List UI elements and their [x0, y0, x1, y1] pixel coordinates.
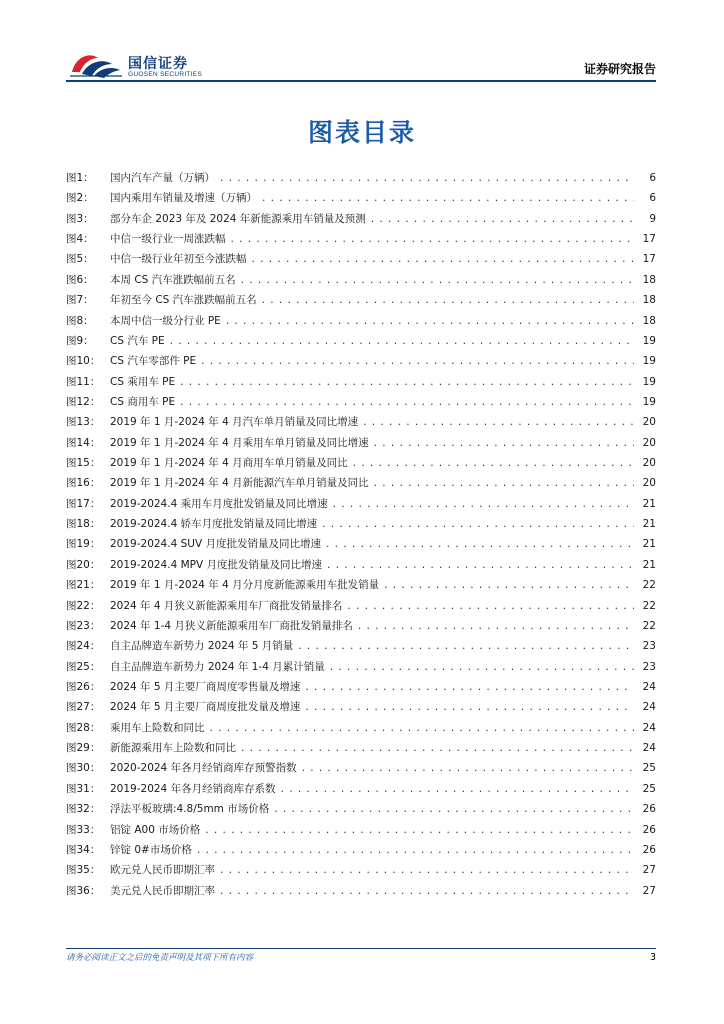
- toc-entry-page: 23: [642, 640, 656, 653]
- toc-entry[interactable]: [66, 720, 656, 740]
- toc-entry-title: CS 商用车 PE: [110, 395, 176, 408]
- toc-entry[interactable]: [66, 699, 656, 719]
- toc-entry-title: 铝锭 A00 市场价格: [110, 823, 201, 836]
- toc-entry-page: 24: [642, 742, 656, 755]
- toc-dot-leader: [240, 276, 634, 286]
- toc-dot-leader: [332, 500, 634, 510]
- toc-entry-title: 浮法平板玻璃:4.8/5mm 市场价格: [110, 803, 270, 816]
- toc-entry-page: 22: [642, 599, 656, 612]
- toc-entry[interactable]: [66, 862, 656, 882]
- toc-entry-page: 18: [642, 273, 656, 286]
- toc-dot-leader: [373, 479, 634, 489]
- toc-dot-leader: [204, 826, 634, 836]
- toc-dot-leader: [301, 764, 634, 774]
- toc-entry[interactable]: [66, 455, 656, 475]
- toc-entry-title: CS 乘用车 PE: [110, 375, 176, 388]
- toc-entry[interactable]: [66, 272, 656, 292]
- toc-entry-title: 2019-2024.4 轿车月度批发销量及同比增速: [110, 518, 318, 531]
- report-type-label: 证券研究报告: [583, 62, 656, 76]
- toc-entry-title: 国内汽车产量（万辆）: [110, 172, 215, 184]
- toc-dot-leader: [225, 317, 634, 327]
- toc-entry-title: 本周 CS 汽车涨跌幅前五名: [110, 273, 236, 286]
- toc-dot-leader: [362, 418, 634, 428]
- page-number: 3: [649, 952, 656, 963]
- guosen-logo: [66, 48, 206, 84]
- toc-entry-title: 中信一级行业一周涨跌幅: [110, 233, 226, 246]
- toc-entry-label: 图28：: [66, 721, 101, 734]
- toc-dot-leader: [346, 602, 634, 612]
- toc-entry-title: 年初至今 CS 汽车涨跌幅前五名: [110, 294, 257, 307]
- toc-entry[interactable]: [66, 740, 656, 760]
- page-title: 图表目录: [307, 118, 416, 147]
- toc-entry[interactable]: [66, 475, 656, 495]
- toc-entry-label: 图32：: [66, 803, 101, 816]
- toc-dot-leader: [179, 398, 634, 408]
- toc-entry-title: 乘用车上险数和同比: [110, 721, 205, 734]
- toc-entry-page: 21: [642, 538, 656, 551]
- toc-entry-label: 图15：: [66, 457, 101, 470]
- toc-entry-label: 图20：: [66, 558, 101, 571]
- toc-entry-page: 17: [642, 253, 656, 266]
- toc-entry-label: 图1：: [66, 172, 94, 184]
- guosen-logo-mark-icon: [68, 50, 124, 80]
- toc-dot-leader: [219, 866, 634, 876]
- toc-dot-leader: [273, 805, 634, 815]
- toc-dot-leader: [179, 378, 634, 388]
- toc-entry-title: 2019 年 1 月-2024 年 4 月新能源汽车单月销量及同比: [110, 477, 369, 490]
- toc-entry[interactable]: [66, 516, 656, 536]
- toc-dot-leader: [280, 785, 634, 795]
- toc-entry[interactable]: [66, 251, 656, 271]
- toc-entry-page: 24: [642, 701, 656, 714]
- toc-entry-label: 图34：: [66, 843, 101, 856]
- toc-dot-leader: [251, 255, 635, 265]
- toc-entry-title: 部分车企 2023 年及 2024 年新能源乘用车销量及预测: [110, 212, 366, 225]
- toc-entry-page: 21: [642, 558, 656, 571]
- toc-entry-label: 图7：: [66, 294, 94, 307]
- toc-entry-page: 23: [642, 660, 656, 673]
- toc-entry-label: 图25：: [66, 660, 101, 673]
- toc-dot-leader: [329, 663, 634, 673]
- toc-entry-label: 图17：: [66, 497, 101, 510]
- toc-entry-page: 20: [642, 416, 656, 429]
- toc-entry-page: 20: [642, 457, 656, 470]
- toc-entry-label: 图12：: [66, 395, 101, 408]
- toc-entry-title: CS 汽车 PE: [110, 334, 165, 347]
- toc-entry-page: 21: [642, 518, 656, 531]
- toc-entry-title: 欧元兑人民币即期汇率: [110, 864, 215, 877]
- toc-entry-label: 图18：: [66, 518, 101, 531]
- toc-entry-page: 19: [642, 395, 656, 408]
- toc-entry[interactable]: [66, 801, 656, 821]
- toc-entry[interactable]: [66, 170, 656, 190]
- toc-entry-page: 27: [642, 884, 656, 897]
- toc-entry[interactable]: [66, 231, 656, 251]
- toc-entry-title: 中信一级行业年初至今涨跌幅: [110, 253, 247, 266]
- toc-entry-page: 20: [642, 436, 656, 449]
- toc-entry-page: 17: [642, 233, 656, 246]
- toc-entry-title: 2019-2024.4 MPV 月度批发销量及同比增速: [110, 558, 322, 571]
- logo-chinese-name: 国信证券: [128, 56, 188, 72]
- toc-entry[interactable]: [66, 292, 656, 312]
- toc-dot-leader: [352, 459, 634, 469]
- toc-entry[interactable]: [66, 577, 656, 597]
- toc-entry-title: 自主品牌造车新势力 2024 年 5 月销量: [110, 640, 294, 653]
- page-header: [66, 48, 656, 84]
- toc-entry-title: 新能源乘用车上险数和同比: [110, 742, 236, 755]
- figure-list: [66, 170, 656, 903]
- toc-entry-label: 图8：: [66, 314, 94, 327]
- toc-dot-leader: [219, 887, 634, 897]
- toc-entry[interactable]: [66, 822, 656, 842]
- toc-entry-page: 22: [642, 579, 656, 592]
- toc-entry-label: 图35：: [66, 864, 101, 877]
- toc-dot-leader: [383, 581, 634, 591]
- toc-entry-title: 本周中信一级分行业 PE: [110, 314, 221, 327]
- toc-entry-page: 20: [642, 477, 656, 490]
- toc-dot-leader: [370, 215, 634, 225]
- toc-entry-title: CS 汽车零部件 PE: [110, 355, 197, 368]
- toc-entry[interactable]: [66, 190, 656, 210]
- toc-dot-leader: [209, 724, 635, 734]
- toc-entry-label: 图5：: [66, 253, 94, 266]
- toc-entry-label: 图30：: [66, 762, 101, 775]
- toc-entry[interactable]: [66, 333, 656, 353]
- toc-entry-page: 26: [642, 803, 656, 816]
- toc-entry[interactable]: [66, 598, 656, 618]
- toc-entry-label: 图16：: [66, 477, 101, 490]
- toc-dot-leader: [304, 703, 634, 713]
- toc-entry-title: 锌锭 0#市场价格: [110, 843, 192, 856]
- toc-entry-page: 6: [649, 192, 656, 205]
- toc-entry-label: 图13：: [66, 416, 101, 429]
- toc-entry-page: 24: [642, 680, 656, 693]
- toc-entry-page: 19: [642, 375, 656, 388]
- toc-entry-title: 国内乘用车销量及增速（万辆）: [110, 192, 257, 205]
- toc-entry-label: 图31：: [66, 782, 101, 795]
- toc-entry-label: 图24：: [66, 640, 101, 653]
- toc-entry[interactable]: [66, 659, 656, 679]
- toc-entry[interactable]: [66, 760, 656, 780]
- toc-entry-title: 2019 年 1 月-2024 年 4 月分月度新能源乘用车批发销量: [110, 579, 380, 592]
- toc-entry[interactable]: [66, 211, 656, 231]
- toc-entry-label: 图9：: [66, 334, 94, 347]
- toc-dot-leader: [169, 337, 634, 347]
- toc-entry-label: 图27：: [66, 701, 101, 714]
- toc-entry[interactable]: [66, 638, 656, 658]
- toc-dot-leader: [373, 439, 634, 449]
- toc-entry-title: 2024 年 1-4 月狭义新能源乘用车厂商批发销量排名: [110, 619, 353, 632]
- toc-dot-leader: [219, 174, 634, 184]
- toc-entry-title: 2024 年 5 月主要厂商周度批发量及增速: [110, 701, 301, 714]
- toc-dot-leader: [261, 296, 634, 306]
- toc-entry[interactable]: [66, 313, 656, 333]
- toc-entry-label: 图21：: [66, 579, 101, 592]
- toc-entry-label: 图2：: [66, 192, 94, 205]
- toc-entry-page: 18: [642, 294, 656, 307]
- toc-dot-leader: [240, 744, 634, 754]
- toc-entry-title: 2024 年 4 月狭义新能源乘用车厂商批发销量排名: [110, 599, 343, 612]
- toc-entry-page: 18: [642, 314, 656, 327]
- toc-dot-leader: [357, 622, 634, 632]
- toc-dot-leader: [325, 540, 634, 550]
- toc-dot-leader: [304, 683, 634, 693]
- header-divider: [66, 80, 656, 82]
- toc-entry[interactable]: [66, 435, 656, 455]
- toc-entry-page: 24: [642, 721, 656, 734]
- toc-entry[interactable]: [66, 496, 656, 516]
- toc-entry-label: 图22：: [66, 599, 101, 612]
- toc-dot-leader: [196, 846, 634, 856]
- toc-dot-leader: [297, 642, 634, 652]
- toc-entry-title: 美元兑人民币即期汇率: [110, 884, 215, 897]
- toc-entry-label: 图3：: [66, 212, 94, 225]
- toc-entry-label: 图11：: [66, 375, 101, 388]
- toc-entry[interactable]: [66, 883, 656, 903]
- toc-dot-leader: [230, 235, 635, 245]
- toc-entry-page: 22: [642, 619, 656, 632]
- toc-entry[interactable]: [66, 679, 656, 699]
- toc-entry-page: 19: [642, 355, 656, 368]
- toc-entry[interactable]: [66, 842, 656, 862]
- toc-entry[interactable]: [66, 781, 656, 801]
- toc-entry-title: 2019 年 1 月-2024 年 4 月汽车单月销量及同比增速: [110, 416, 359, 429]
- footer-divider: [66, 948, 656, 949]
- toc-entry[interactable]: [66, 557, 656, 577]
- toc-entry-title: 2019 年 1 月-2024 年 4 月乘用车单月销量及同比增速: [110, 436, 369, 449]
- toc-entry[interactable]: [66, 374, 656, 394]
- toc-entry-page: 27: [642, 864, 656, 877]
- toc-entry-label: 图33：: [66, 823, 101, 836]
- toc-entry-label: 图6：: [66, 273, 94, 286]
- footer-disclaimer: 请务必阅读正文之后的免责声明及其项下所有内容: [66, 953, 254, 963]
- toc-entry[interactable]: [66, 536, 656, 556]
- toc-entry-label: 图26：: [66, 680, 101, 693]
- toc-entry-page: 21: [642, 497, 656, 510]
- toc-entry[interactable]: [66, 618, 656, 638]
- toc-entry-label: 图14：: [66, 436, 101, 449]
- toc-entry-label: 图10：: [66, 355, 101, 368]
- toc-dot-leader: [326, 561, 634, 571]
- toc-entry-label: 图23：: [66, 619, 101, 632]
- toc-entry-title: 2024 年 5 月主要厂商周度零售量及增速: [110, 680, 301, 693]
- toc-entry-label: 图19：: [66, 538, 101, 551]
- toc-entry-title: 2019-2024 年各月经销商库存系数: [110, 782, 276, 795]
- toc-dot-leader: [261, 194, 634, 204]
- toc-entry-page: 19: [642, 334, 656, 347]
- toc-entry-page: 25: [642, 782, 656, 795]
- toc-dot-leader: [200, 357, 634, 367]
- toc-entry-page: 25: [642, 762, 656, 775]
- toc-entry-title: 2019-2024.4 SUV 月度批发销量及同比增速: [110, 538, 321, 551]
- toc-entry[interactable]: [66, 414, 656, 434]
- toc-entry-page: 26: [642, 843, 656, 856]
- toc-entry-title: 2019 年 1 月-2024 年 4 月商用车单月销量及同比: [110, 457, 348, 470]
- toc-entry-title: 自主品牌造车新势力 2024 年 1-4 月累计销量: [110, 660, 325, 673]
- toc-entry-page: 26: [642, 823, 656, 836]
- toc-entry[interactable]: [66, 394, 656, 414]
- toc-entry-label: 图4：: [66, 233, 94, 246]
- toc-entry-title: 2020-2024 年各月经销商库存预警指数: [110, 762, 297, 775]
- logo-english-name: GUOSEN SECURITIES: [128, 71, 203, 78]
- toc-entry[interactable]: [66, 353, 656, 373]
- toc-dot-leader: [321, 520, 634, 530]
- toc-entry-page: 6: [649, 172, 656, 184]
- toc-entry-label: 图36：: [66, 884, 101, 897]
- toc-entry-label: 图29：: [66, 742, 101, 755]
- toc-entry-title: 2019-2024.4 乘用车月度批发销量及同比增速: [110, 497, 328, 510]
- toc-entry-page: 9: [649, 212, 656, 225]
